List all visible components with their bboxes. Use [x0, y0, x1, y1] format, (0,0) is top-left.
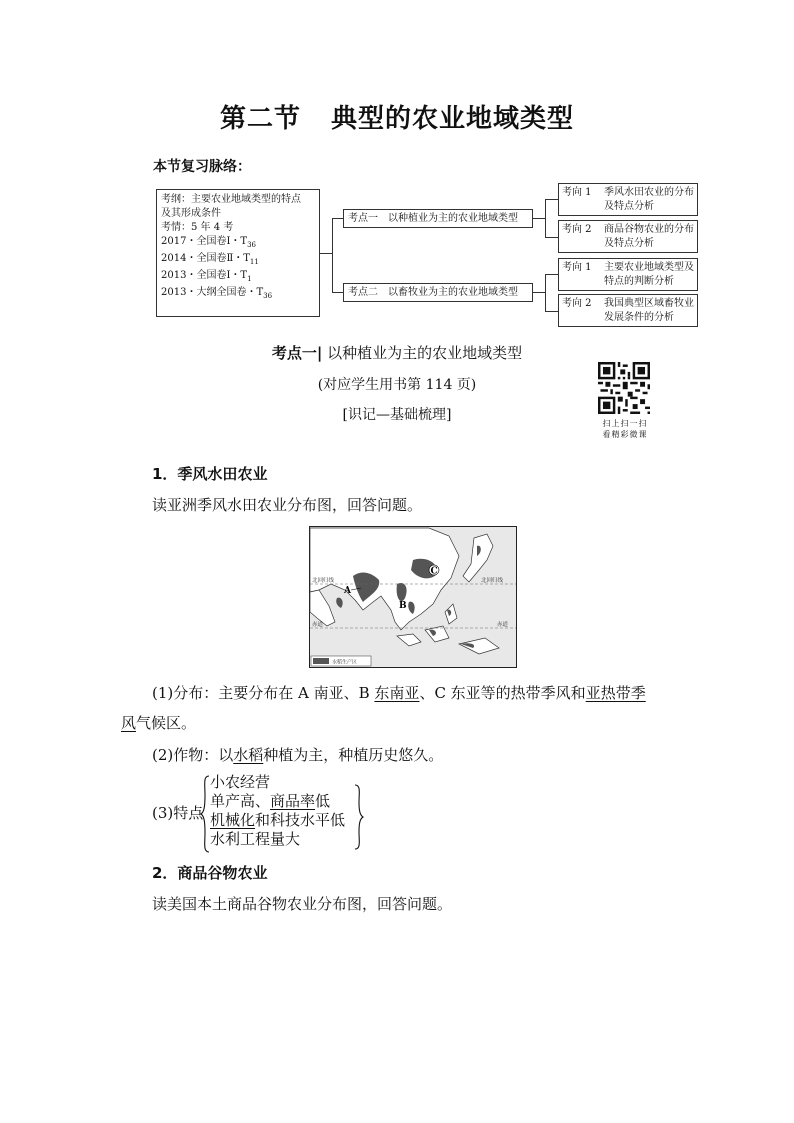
- connector: [545, 199, 558, 200]
- left-brace-icon: [200, 775, 210, 853]
- answer-underline: 商品率: [270, 792, 316, 810]
- exam-line: 2013・全国卷Ⅰ・$T_1$: [161, 270, 252, 283]
- kaodian-1-box: 考点一 以种植业为主的农业地域类型: [343, 209, 533, 228]
- item-1-feature-label: (3)特点: [152, 804, 204, 822]
- map-label-c: C: [430, 566, 438, 577]
- section-sep: |: [316, 344, 323, 362]
- item-2-heading: 2．商品谷物农业: [152, 864, 268, 882]
- answer-underline: 东南亚: [374, 684, 420, 702]
- kaoxiang-tag: 考向 1: [562, 187, 592, 198]
- connector: [332, 218, 333, 292]
- map-label-equator-right: 赤道: [497, 622, 509, 628]
- connector: [533, 218, 545, 219]
- map-legend: 水稻生产区: [332, 659, 358, 666]
- connector: [332, 292, 343, 293]
- connector: [545, 274, 558, 275]
- title-topic: 典型的农业地域类型: [331, 104, 575, 134]
- connector: [332, 218, 343, 219]
- item-1-distribution-cont: 风气候区。: [121, 714, 197, 732]
- connector: [545, 274, 546, 311]
- feature-line: 小农经营: [210, 773, 271, 791]
- feature-line: 机械化和科技水平低: [210, 811, 346, 829]
- kaoxiang-text: 季风水田农业的分布及特点分析: [604, 187, 694, 212]
- connector: [320, 253, 332, 254]
- qr-code-icon[interactable]: [598, 362, 650, 414]
- kaoxiang-box: [558, 183, 698, 216]
- review-label: 本节复习脉络：: [153, 159, 251, 175]
- qr-caption: 扫上扫一扫 看精彩微课: [602, 419, 648, 439]
- syllabus-line: 考纲：主要农业地域类型的特点: [161, 194, 301, 205]
- section-title: 以种植业为主的农业地域类型: [327, 344, 523, 362]
- kaoxiang-box: [558, 294, 698, 327]
- kaoxiang-box: [558, 258, 698, 291]
- kaoxiang-tag: 考向 2: [562, 298, 592, 309]
- connector: [545, 237, 558, 238]
- kaoxiang-text: 商品谷物农业的分布及特点分析: [604, 224, 694, 249]
- item-1-instruction: 读亚洲季风水田农业分布图，回答问题。: [152, 496, 423, 514]
- feature-line: 单产高、商品率低: [210, 792, 331, 810]
- kaoxiang-tag: 考向 1: [562, 262, 592, 273]
- map-label-tropic: 北回归线: [312, 578, 335, 584]
- feature-line: 水利工程量大: [210, 830, 301, 848]
- connector: [533, 292, 545, 293]
- kaoxiang-text: 我国典型区域畜牧业发展条件的分析: [604, 298, 694, 323]
- item-1-feature-list: [210, 773, 345, 849]
- answer-underline: 机械化: [210, 811, 256, 829]
- map-label-b: B: [399, 601, 407, 611]
- syllabus-box: [156, 189, 320, 317]
- item-1-crop: (2)作物：以水稻种植为主，种植历史悠久。: [152, 746, 444, 764]
- exam-line: 2014・全国卷Ⅱ・$T_{11}$: [161, 253, 259, 266]
- connector: [545, 311, 558, 312]
- map-label-equator: 赤道: [312, 622, 324, 628]
- exam-line: 2013・大纲全国卷・$T_{36}$: [161, 287, 273, 300]
- section-heading: [0, 342, 794, 363]
- exam-line: 2017・全国卷Ⅰ・$T_{36}$: [161, 236, 256, 249]
- item-1-heading: 1．季风水田农业: [152, 465, 268, 483]
- section-label: 考点一: [271, 344, 317, 362]
- connector: [545, 199, 546, 237]
- item-2-instruction: 读美国本土商品谷物农业分布图，回答问题。: [152, 895, 453, 913]
- syllabus-line: 考情：5 年 4 考: [161, 222, 234, 233]
- section-tag: [识记—基础梳理]: [342, 407, 452, 423]
- kaoxiang-box: [558, 220, 698, 253]
- map-label-tropic-right: 北回归线: [481, 578, 504, 584]
- kaoxiang-tag: 考向 2: [562, 224, 592, 235]
- syllabus-line: 及其形成条件: [161, 208, 221, 219]
- answer-underline: 亚热带季: [585, 684, 646, 702]
- answer-underline: 风: [121, 714, 137, 732]
- kaodian-2-box: 考点二 以畜牧业为主的农业地域类型: [343, 283, 533, 302]
- asia-rice-map: [309, 526, 517, 668]
- title-section: 第二节: [219, 104, 301, 134]
- section-ref: (对应学生用书第 114 页): [317, 377, 477, 393]
- map-label-a: A: [344, 586, 351, 596]
- kaoxiang-text: 主要农业地域类型及特点的判断分析: [604, 262, 694, 287]
- answer-underline: 水稻: [233, 746, 264, 764]
- item-1-distribution: (1)分布：主要分布在 A 南亚、B 东南亚、C 东亚等的热带季风和亚热带季: [152, 684, 646, 702]
- right-brace-icon: [354, 784, 364, 850]
- page-title: [0, 98, 794, 135]
